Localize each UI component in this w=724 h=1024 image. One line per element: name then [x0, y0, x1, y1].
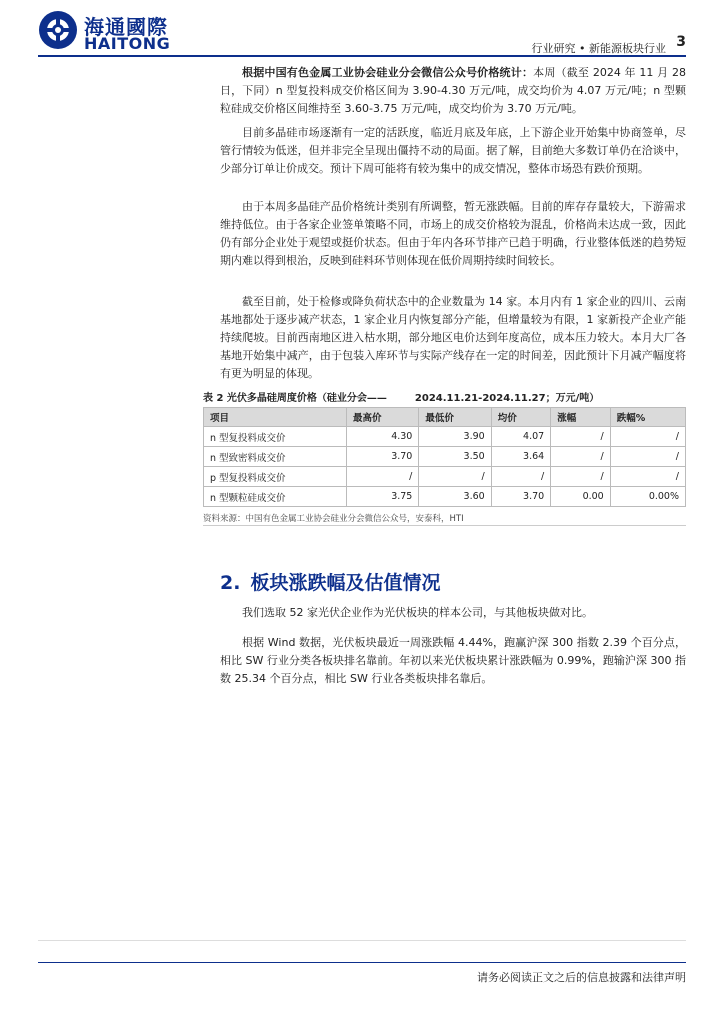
paragraph-2-text: 目前多晶硅市场逐渐有一定的活跃度，临近月底及年底，上下游企业开始集中协商签单，尽管行情较为低迷，但并非完全呈现出僵持不动的局面。据了解，目前绝大多数订单仍在洽谈中，少部分订单让价成交。预计下周可能将有较为集中的成交情况，整体市场恐有跌价预期。 [220, 126, 686, 175]
page-number: 3 [676, 34, 686, 50]
section-2-paragraph-2-text: 根据 Wind 数据，光伏板块最近一周涨跌幅 4.44%，跑赢沪深 300 指数 2.39 个百分点，相比 SW 行业分类各板块排名靠前。年初以来光伏板块累计涨跌幅为 0.99%，跑输沪深 300 指数 25.34 个百分点，相比 SW 行业各类板块排名靠后。 [220, 636, 686, 685]
table-cell: 4.07 [491, 427, 551, 447]
table-cell: n 型致密料成交价 [204, 447, 347, 467]
table-row [204, 427, 686, 447]
section-2-title: 板块涨跌幅及估值情况 [250, 572, 441, 594]
table-cell: / [551, 467, 611, 487]
price-table [203, 407, 686, 507]
table-cell: n 型复投料成交价 [204, 427, 347, 447]
page-header [38, 8, 686, 58]
header-category: 行业研究 • 新能源板块行业 [531, 42, 666, 55]
table-cell: 3.75 [347, 487, 419, 507]
paragraph-4 [220, 293, 686, 383]
table-header-cell: 跌幅% [610, 408, 685, 427]
table-caption-date: 2024.11.21-2024.11.27；万元/吨） [414, 393, 600, 404]
table-cell: 3.60 [419, 487, 491, 507]
table-cell: 0.00 [551, 487, 611, 507]
haitong-logo [38, 10, 198, 54]
paragraph-1-lead: 根据中国有色金属工业协会硅业分会微信公众号价格统计： [242, 66, 534, 79]
logo-en-text: HAITONG [84, 34, 171, 53]
table-source-note: 资料来源：中国有色金属工业协会硅业分会微信公众号，安泰科，HTI [203, 514, 464, 524]
table-cell: 3.70 [347, 447, 419, 467]
table-cell: / [419, 467, 491, 487]
paragraph-1 [220, 64, 686, 118]
logo-cn-text: 海通國際 [84, 15, 168, 39]
table-cell: 3.90 [419, 427, 491, 447]
header-divider [38, 55, 686, 57]
table-header-cell: 最低价 [419, 408, 491, 427]
table-caption [203, 389, 686, 404]
paragraph-3 [220, 198, 686, 270]
table-cell: / [551, 447, 611, 467]
footer-disclaimer: 请务必阅读正文之后的信息披露和法律声明 [477, 971, 686, 984]
section-2-paragraph-1 [220, 604, 686, 622]
table-header-cell: 涨幅 [551, 408, 611, 427]
table-cell: / [491, 467, 551, 487]
table-header-cell: 最高价 [347, 408, 419, 427]
table-cell: 0.00% [610, 487, 685, 507]
table-cell: p 型复投料成交价 [204, 467, 347, 487]
table-header-row [204, 408, 686, 427]
section-2-paragraph-1-text: 我们选取 52 家光伏企业作为光伏板块的样本公司，与其他板块做对比。 [242, 606, 593, 619]
table-row [204, 487, 686, 507]
section-divider [203, 525, 686, 526]
paragraph-4-text: 截至目前，处于检修或降负荷状态中的企业数量为 14 家。本月内有 1 家企业的四川、云南基地都处于逐步减产状态，1 家企业月内恢复部分产能，但增量较为有限，1 家新投产企业产能持续爬坡。目前西南地区进入枯水期，部分地区电价达到年度高位，成本压力较大。本月大厂各基地开始集中减产，由于包装入库环节与实际产线存在一定的时间差，因此预计下月减产幅度将有更为明显的体现。 [220, 295, 686, 380]
table-cell: n 型颗粒硅成交价 [204, 487, 347, 507]
table-cell: / [610, 467, 685, 487]
table-cell: / [551, 427, 611, 447]
table-header-cell: 均价 [491, 408, 551, 427]
table-header-cell: 项目 [204, 408, 347, 427]
paragraph-3-text: 由于本周多晶硅产品价格统计类别有所调整，暂无涨跌幅。目前的库存存量较大，下游需求维持低位。由于各家企业签单策略不同，市场上的成交价格较为混乱，价格尚未达成一致，因此仍有部分企业处于观望或挺价状态。但由于年内各环节排产已趋于明确，行业整体低迷的趋势短期内难以得到根治，反映到硅料环节则体现在低价周期持续时间较长。 [220, 200, 686, 267]
table-caption-title: 表 2 光伏多晶硅周度价格（硅业分会—— [203, 393, 387, 404]
haitong-logo-icon [38, 10, 78, 50]
footer-divider [38, 962, 686, 963]
table-row [204, 447, 686, 467]
table-cell: 3.70 [491, 487, 551, 507]
table-cell: / [347, 467, 419, 487]
table-cell: 3.64 [491, 447, 551, 467]
section-2-heading [220, 568, 440, 595]
paragraph-2 [220, 124, 686, 178]
table-cell: 3.50 [419, 447, 491, 467]
section-2-paragraph-2 [220, 634, 686, 688]
table-row [204, 467, 686, 487]
table-cell: / [610, 447, 685, 467]
footer-rule-light [38, 940, 686, 941]
paragraph-1-text: 本周（截至 2024 年 11 月 28 日，下同）n 型复投料成交价格区间为 3.90-4.30 万元/吨，成交均价为 4.07 万元/吨；n 型颗粒硅成交价格区间维持至 3.60-3.75 万元/吨，成交均价为 3.70 万元/吨。 [220, 66, 686, 115]
table-cell: / [610, 427, 685, 447]
section-2-number: 2. [220, 572, 241, 594]
table-cell: 4.30 [347, 427, 419, 447]
